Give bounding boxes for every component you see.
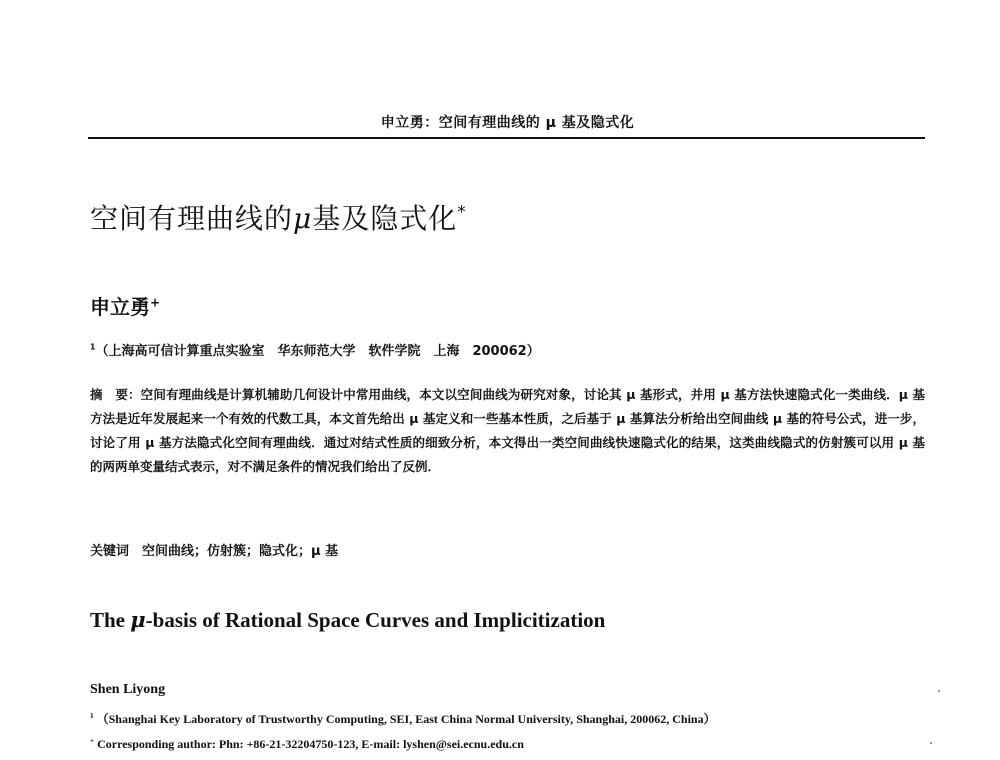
affil-en-text: （Shanghai Key Laboratory of Trustworthy Computing, SEI, East China Normal University, Shanghai, 200062, China）: [96, 712, 716, 726]
affil-cn-text: （上海高可信计算重点实验室 华东师范大学 软件学院 上海 200062）: [95, 344, 540, 359]
paper-title-cn: [90, 197, 467, 237]
title-cn-pre: 空间有理曲线的: [90, 202, 294, 235]
header-rule: [88, 137, 925, 139]
abstract-cn: [90, 383, 925, 479]
affiliation-en: [90, 710, 716, 727]
keywords-cn: [90, 540, 338, 559]
affil-en-mark: 1: [90, 712, 94, 720]
scan-speck: [930, 742, 932, 744]
author-cn-name: 申立勇: [90, 295, 150, 319]
abstract-label: 摘 要：: [90, 387, 141, 402]
title-cn-footnote-mark: *: [457, 201, 467, 222]
corr-mark: +: [90, 737, 95, 745]
keywords-label: 关键词: [90, 544, 130, 559]
author-en: Shen Liyong: [90, 682, 166, 697]
author-cn-mark: +: [150, 295, 161, 310]
title-en-post: -basis of Rational Space Curves and Implicitization: [145, 608, 606, 632]
scan-speck: [938, 690, 940, 692]
title-en-mu: μ: [130, 607, 146, 632]
corresponding-author: [90, 737, 524, 752]
affiliation-cn: [90, 340, 540, 359]
keywords-text: 空间曲线；仿射簇；隐式化；μ 基: [142, 544, 339, 559]
author-cn: [90, 291, 160, 320]
affil-cn-mark: 1: [90, 342, 96, 352]
title-en-pre: The: [90, 608, 126, 632]
title-cn-mu: μ: [293, 202, 313, 235]
title-cn-post: 基及隐式化: [312, 202, 458, 235]
paper-title-en: [90, 607, 605, 633]
running-head: 申立勇：空间有理曲线的 μ 基及隐式化: [380, 115, 635, 131]
corr-text: Corresponding author: Phn: +86-21-32204750-123, E-mail: lyshen@sei.ecnu.edu.cn: [97, 737, 524, 751]
abstract-text: 空间有理曲线是计算机辅助几何设计中常用曲线，本文以空间曲线为研究对象，讨论其 μ 基形式，并用 μ 基方法快速隐式化一类曲线．μ 基方法是近年发展起来一个有效的代数工具，本文首先给出 μ 基定义和一些基本性质，之后基于 μ 基算法分析给出空间曲线 μ 基的符号公式，进一步，讨论了用 μ 基方法隐式化空间有理曲线．通过对结式性质的细致分析，本文得出一类空间曲线快速隐式化的结果，这类曲线隐式的仿射簇可以用 μ 基的两两单变量结式表示，对不满足条件的情况我们给出了反例．: [90, 387, 925, 474]
